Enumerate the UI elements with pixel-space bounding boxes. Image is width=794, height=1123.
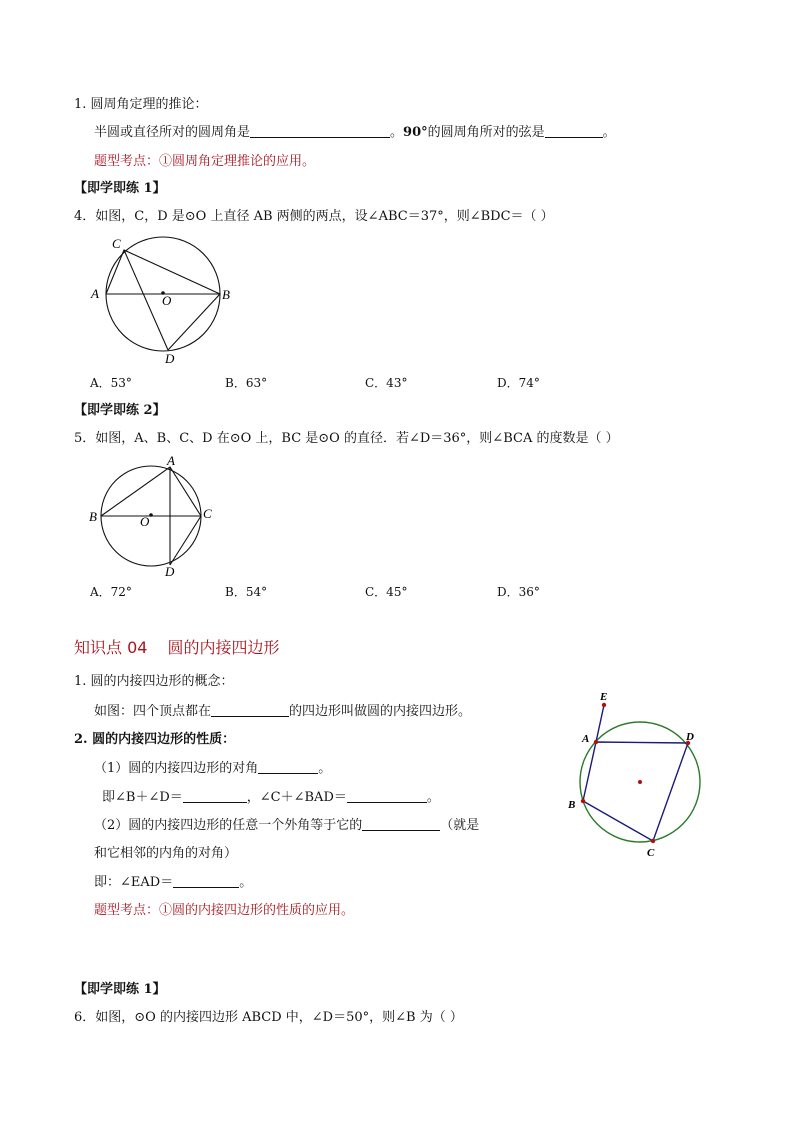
label-D: D <box>686 731 694 743</box>
label-A: A <box>167 453 175 468</box>
center-dot <box>149 513 153 517</box>
text: 。 <box>390 125 404 140</box>
answer-blank[interactable] <box>347 789 427 803</box>
text: 半圆或直径所对的圆周角是 <box>94 125 251 140</box>
label-C: C <box>112 236 121 251</box>
section1-line1 <box>94 124 616 142</box>
text: （就是 <box>440 818 480 833</box>
practice1-tag: 【即学即练 1】 <box>74 181 166 196</box>
knowledge-heading <box>74 638 279 658</box>
answer-blank[interactable] <box>173 874 239 888</box>
text: 。 <box>602 125 616 140</box>
section2-item1-line <box>94 703 471 721</box>
answer-blank[interactable] <box>362 817 440 831</box>
practice2-tag: 【即学即练 2】 <box>74 403 166 418</box>
option-c[interactable]: C．45° <box>365 585 408 599</box>
label-A: A <box>582 733 590 745</box>
lines-BAC <box>101 467 201 516</box>
option-c[interactable]: C．43° <box>365 376 408 390</box>
option-b[interactable]: B．63° <box>225 376 268 390</box>
q-num: 4．如图， <box>74 209 135 224</box>
label-O: O <box>162 293 172 308</box>
label-D: D <box>165 351 175 366</box>
answer-blank[interactable] <box>183 789 247 803</box>
figure-circle-q5 <box>86 452 226 582</box>
vertex-B <box>581 799 585 803</box>
text: 。 <box>239 875 253 890</box>
figure-inscribed-quadrilateral <box>562 684 712 860</box>
label-O: O <box>140 514 150 529</box>
answer-blank[interactable] <box>211 703 289 717</box>
practice3-tag: 【即学即练 1】 <box>74 982 166 997</box>
option-a[interactable]: A．72° <box>90 585 132 599</box>
heading-title: 圆的内接四边形 <box>167 638 280 657</box>
practice1-question <box>74 208 554 226</box>
option-d[interactable]: D．74° <box>497 376 540 390</box>
text: 即：∠EAD＝ <box>94 875 174 890</box>
option-b[interactable]: B．54° <box>225 585 268 599</box>
label-B: B <box>568 799 576 811</box>
q-text: C，D 是⊙O 上直径 AB 两侧的两点，设∠ABC＝37°，则∠BDC＝（ ） <box>134 209 554 224</box>
section2-prop1 <box>94 760 331 778</box>
text: （1）圆的内接四边形的对角 <box>94 761 259 776</box>
vertex-A <box>594 740 598 744</box>
section2-prop1-eq <box>102 789 440 807</box>
label-C: C <box>203 506 212 521</box>
text: 即∠B＋∠D＝ <box>102 790 183 805</box>
section2-tip: 题型考点：①圆的内接四边形的性质的应用。 <box>94 903 355 918</box>
answer-blank[interactable] <box>258 760 318 774</box>
figure-circle-q4 <box>86 232 246 372</box>
section2-prop2 <box>94 817 479 835</box>
section1-tip: 题型考点：①圆周角定理推论的应用。 <box>94 154 316 169</box>
text: 如图：四个顶点都在 <box>94 704 212 719</box>
label-C: C <box>647 847 655 859</box>
practice2-question: 5．如图，A、B、C、D 在⊙O 上，BC 是⊙O 的直径．若∠D＝36°，则∠BCA 的度数是（ ） <box>74 431 619 446</box>
label-A: A <box>91 286 99 301</box>
text: 。 <box>426 790 440 805</box>
text: ，∠C＋∠BAD＝ <box>246 790 347 805</box>
heading-number: 知识点 04 <box>74 638 148 657</box>
text: 的四边形叫做圆的内接四边形。 <box>289 704 472 719</box>
text-90: 90° <box>403 125 428 140</box>
vertex-C <box>651 839 655 843</box>
text: （2）圆的内接四边形的任意一个外角等于它的 <box>94 818 363 833</box>
lines-ACB <box>106 250 220 294</box>
practice3-question: 6．如图，⊙O 的内接四边形 ABCD 中，∠D＝50°，则∠B 为（ ） <box>74 1010 463 1025</box>
option-d[interactable]: D．36° <box>497 585 540 599</box>
chord-DC <box>170 516 201 565</box>
label-E: E <box>600 691 608 703</box>
label-B: B <box>222 287 230 302</box>
label-B: B <box>89 509 97 524</box>
text: 。 <box>318 761 332 776</box>
answer-blank[interactable] <box>545 124 603 138</box>
point-E <box>602 703 606 707</box>
section2-prop2-eq <box>94 874 252 892</box>
section2-item1-title: 1. 圆的内接四边形的概念： <box>74 674 234 689</box>
section1-title: 1. 圆周角定理的推论： <box>74 97 208 112</box>
text: 的圆周角所对的弦是 <box>427 125 545 140</box>
center-dot <box>638 780 642 784</box>
section2-prop2-cont: 和它相邻的内角的对角） <box>94 846 238 861</box>
answer-blank[interactable] <box>250 124 390 138</box>
label-D: D <box>165 564 175 579</box>
option-a[interactable]: A．53° <box>90 376 132 390</box>
section2-item2-title: 2. 圆的内接四边形的性质： <box>74 732 236 747</box>
